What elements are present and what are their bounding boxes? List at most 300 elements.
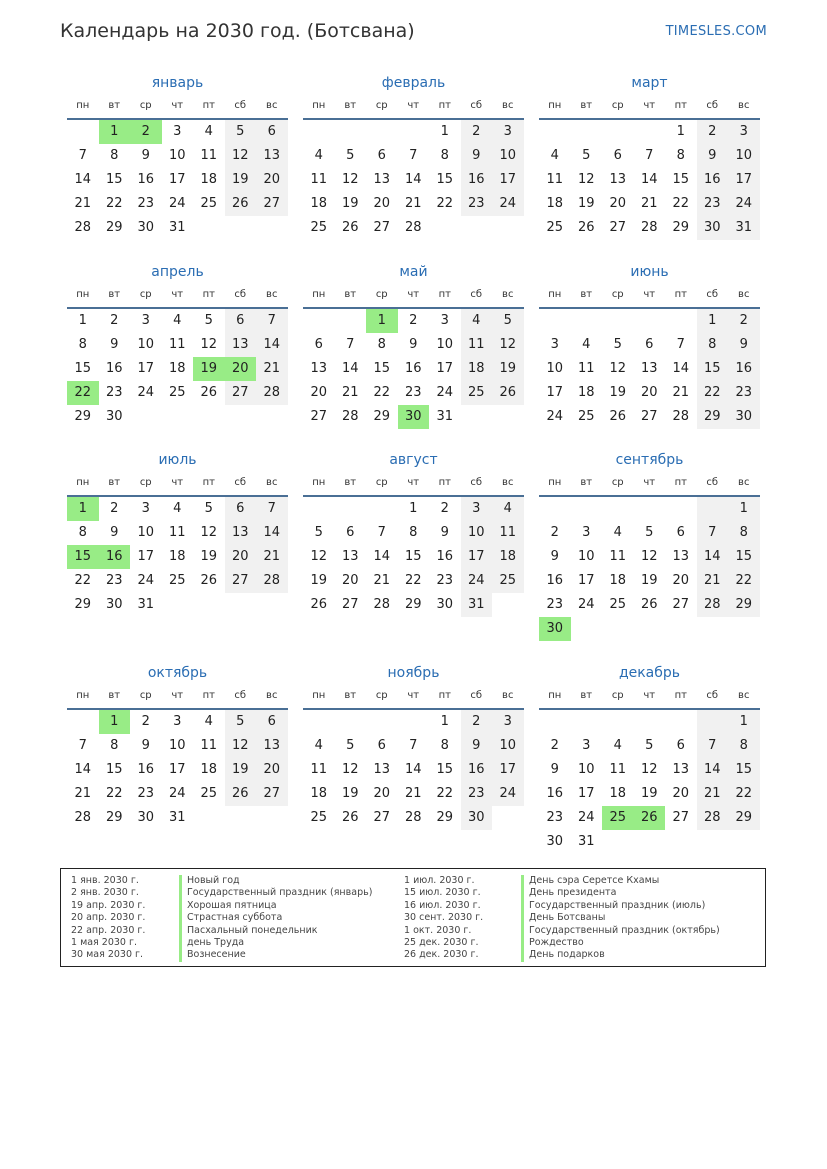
weekday-label: пн <box>548 100 562 111</box>
day-cell: 11 <box>609 762 627 777</box>
day-cell: 7 <box>377 525 386 540</box>
day-cell: 13 <box>256 144 288 168</box>
day-cell: 29 <box>728 593 760 617</box>
day-cell: 9 <box>141 738 150 753</box>
day-cell: 5 <box>645 738 654 753</box>
day-cell: 25 <box>461 381 493 405</box>
day-cell: 23 <box>404 385 422 400</box>
day-cell: 11 <box>492 521 524 545</box>
day-cell: 20 <box>225 545 257 569</box>
day-cell: 23 <box>137 196 155 211</box>
legend-holiday-name: Хорошая пятница <box>179 900 372 912</box>
day-cell: 7 <box>645 148 654 163</box>
empty-cell <box>398 120 430 144</box>
day-cell: 18 <box>168 361 186 376</box>
weekday-label: вс <box>266 289 278 300</box>
day-cell: 30 <box>105 409 123 424</box>
day-cell: 24 <box>577 810 595 825</box>
weekday-label: вс <box>738 289 750 300</box>
day-cell: 14 <box>697 758 729 782</box>
day-cell: 26 <box>492 381 524 405</box>
day-cell: 30 <box>546 834 564 849</box>
days-grid <box>67 120 288 240</box>
month-name: январь <box>151 75 204 91</box>
day-cell: 9 <box>550 762 559 777</box>
holiday-day-cell: 1 <box>99 710 131 734</box>
weekday-label: пт <box>438 477 451 488</box>
day-cell: 13 <box>256 734 288 758</box>
day-cell: 23 <box>436 573 454 588</box>
day-cell: 17 <box>461 545 493 569</box>
day-cell: 19 <box>200 549 218 564</box>
day-cell: 13 <box>225 521 257 545</box>
legend-holiday-name: Пасхальный понедельник <box>179 925 372 937</box>
day-cell: 10 <box>461 521 493 545</box>
day-cell: 4 <box>204 714 213 729</box>
days-grid <box>303 309 524 429</box>
month-name: декабрь <box>618 665 681 681</box>
day-cell: 23 <box>697 192 729 216</box>
weekday-header <box>67 471 288 495</box>
day-cell: 6 <box>256 120 288 144</box>
day-cell: 20 <box>640 385 658 400</box>
day-cell: 15 <box>404 549 422 564</box>
day-cell: 19 <box>609 385 627 400</box>
weekday-label: пт <box>202 690 215 701</box>
empty-cell <box>67 120 99 144</box>
day-cell: 9 <box>110 525 119 540</box>
weekday-header <box>303 283 524 307</box>
legend-holiday-name: День Ботсваны <box>521 912 720 924</box>
weekday-label: сб <box>234 289 247 300</box>
day-cell: 27 <box>310 409 328 424</box>
day-cell: 6 <box>314 337 323 352</box>
days-grid <box>539 120 760 240</box>
weekday-label: сб <box>706 690 719 701</box>
day-cell: 20 <box>256 168 288 192</box>
day-cell: 5 <box>225 710 257 734</box>
day-cell: 21 <box>256 545 288 569</box>
day-cell: 18 <box>546 196 564 211</box>
day-cell: 31 <box>436 409 454 424</box>
day-cell: 29 <box>697 405 729 429</box>
legend-holiday-name: Страстная суббота <box>179 912 372 924</box>
day-cell: 11 <box>200 148 218 163</box>
legend-date: 25 дек. 2030 г. <box>404 936 479 948</box>
day-cell: 6 <box>225 309 257 333</box>
day-cell: 28 <box>74 810 92 825</box>
holiday-legend <box>60 868 766 967</box>
day-cell: 5 <box>582 148 591 163</box>
day-cell: 19 <box>640 573 658 588</box>
weekday-label: чт <box>643 289 656 300</box>
day-cell: 3 <box>582 525 591 540</box>
weekday-label: ср <box>375 100 388 111</box>
day-cell: 15 <box>436 172 454 187</box>
holiday-day-cell: 30 <box>398 405 430 429</box>
day-cell: 17 <box>137 361 155 376</box>
day-cell: 24 <box>137 385 155 400</box>
weekday-header <box>67 283 288 307</box>
day-cell: 30 <box>436 597 454 612</box>
day-cell: 1 <box>676 124 685 139</box>
legend-date: 26 дек. 2030 г. <box>404 949 479 961</box>
day-cell: 4 <box>613 525 622 540</box>
day-cell: 28 <box>697 806 729 830</box>
day-cell: 9 <box>461 144 493 168</box>
legend-date: 16 июл. 2030 г. <box>404 899 481 911</box>
month-block <box>303 662 524 830</box>
days-grid <box>539 710 760 854</box>
days-grid <box>67 710 288 830</box>
day-cell: 29 <box>74 597 92 612</box>
day-cell: 26 <box>200 385 218 400</box>
day-cell: 28 <box>256 569 288 593</box>
weekday-label: пн <box>548 690 562 701</box>
weekday-label: сб <box>234 477 247 488</box>
day-cell: 27 <box>672 810 690 825</box>
day-cell: 1 <box>728 710 760 734</box>
day-cell: 25 <box>200 196 218 211</box>
empty-cell <box>665 497 697 521</box>
day-cell: 19 <box>225 168 257 192</box>
day-cell: 14 <box>404 762 422 777</box>
weekday-label: вт <box>108 477 121 488</box>
empty-cell <box>303 710 335 734</box>
day-cell: 14 <box>373 549 391 564</box>
day-cell: 30 <box>137 220 155 235</box>
day-cell: 29 <box>105 810 123 825</box>
day-cell: 10 <box>728 144 760 168</box>
day-cell: 22 <box>105 196 123 211</box>
day-cell: 11 <box>310 762 328 777</box>
weekday-label: ср <box>375 289 388 300</box>
day-cell: 14 <box>74 762 92 777</box>
weekday-label: ср <box>139 100 152 111</box>
day-cell: 19 <box>341 786 359 801</box>
weekday-label: вс <box>502 289 514 300</box>
day-cell: 18 <box>461 357 493 381</box>
day-cell: 24 <box>436 385 454 400</box>
day-cell: 28 <box>404 220 422 235</box>
month-block <box>539 449 760 641</box>
empty-cell <box>571 309 603 333</box>
day-cell: 17 <box>546 385 564 400</box>
empty-cell <box>634 710 666 734</box>
day-cell: 31 <box>137 597 155 612</box>
weekday-label: пн <box>312 289 326 300</box>
day-cell: 27 <box>256 192 288 216</box>
day-cell: 2 <box>550 525 559 540</box>
day-cell: 20 <box>672 573 690 588</box>
day-cell: 10 <box>436 337 454 352</box>
day-cell: 5 <box>204 313 213 328</box>
weekday-header <box>539 283 760 307</box>
day-cell: 22 <box>697 381 729 405</box>
weekday-header <box>303 471 524 495</box>
month-name: апрель <box>151 264 204 280</box>
day-cell: 16 <box>137 762 155 777</box>
day-cell: 4 <box>173 313 182 328</box>
weekday-header <box>67 684 288 708</box>
weekday-label: пн <box>312 477 326 488</box>
day-cell: 13 <box>373 172 391 187</box>
weekday-header <box>539 471 760 495</box>
weekday-label: вс <box>738 100 750 111</box>
day-cell: 12 <box>640 549 658 564</box>
day-cell: 8 <box>409 525 418 540</box>
weekday-label: пн <box>312 690 326 701</box>
day-cell: 5 <box>225 120 257 144</box>
day-cell: 22 <box>74 573 92 588</box>
day-cell: 27 <box>640 409 658 424</box>
month-name: август <box>389 452 438 468</box>
empty-cell <box>634 309 666 333</box>
day-cell: 9 <box>728 333 760 357</box>
day-cell: 31 <box>728 216 760 240</box>
day-cell: 25 <box>577 409 595 424</box>
day-cell: 26 <box>341 220 359 235</box>
day-cell: 12 <box>341 762 359 777</box>
weekday-label: пт <box>202 289 215 300</box>
day-cell: 9 <box>550 549 559 564</box>
empty-cell <box>602 710 634 734</box>
day-cell: 12 <box>640 762 658 777</box>
day-cell: 25 <box>609 597 627 612</box>
day-cell: 17 <box>492 168 524 192</box>
legend-left-dates <box>71 875 145 962</box>
day-cell: 28 <box>640 220 658 235</box>
day-cell: 27 <box>341 597 359 612</box>
day-cell: 25 <box>168 385 186 400</box>
day-cell: 6 <box>613 148 622 163</box>
day-cell: 8 <box>676 148 685 163</box>
day-cell: 3 <box>141 313 150 328</box>
legend-date: 22 апр. 2030 г. <box>71 924 146 936</box>
empty-cell <box>539 710 571 734</box>
day-cell: 17 <box>436 361 454 376</box>
day-cell: 26 <box>225 782 257 806</box>
day-cell: 16 <box>461 168 493 192</box>
legend-holiday-name: День сэра Серетсе Кхамы <box>521 875 720 887</box>
day-cell: 19 <box>577 196 595 211</box>
day-cell: 22 <box>105 786 123 801</box>
day-cell: 18 <box>492 545 524 569</box>
day-cell: 6 <box>676 738 685 753</box>
day-cell: 6 <box>377 738 386 753</box>
weekday-header <box>539 94 760 118</box>
legend-left-names <box>179 875 372 962</box>
legend-holiday-name: Государственный праздник (октябрь) <box>521 925 720 937</box>
weekday-label: пн <box>548 289 562 300</box>
empty-cell <box>602 497 634 521</box>
day-cell: 19 <box>640 786 658 801</box>
day-cell: 27 <box>609 220 627 235</box>
day-cell: 27 <box>225 569 257 593</box>
legend-date: 30 мая 2030 г. <box>71 949 144 961</box>
day-cell: 16 <box>546 573 564 588</box>
day-cell: 7 <box>676 337 685 352</box>
weekday-label: вт <box>108 690 121 701</box>
empty-cell <box>335 710 367 734</box>
day-cell: 21 <box>341 385 359 400</box>
weekday-label: вт <box>580 289 593 300</box>
weekday-label: пт <box>674 477 687 488</box>
weekday-label: вт <box>344 289 357 300</box>
weekday-label: сб <box>706 100 719 111</box>
weekday-header <box>67 94 288 118</box>
day-cell: 25 <box>310 220 328 235</box>
legend-right-names <box>521 875 720 962</box>
day-cell: 4 <box>550 148 559 163</box>
empty-cell <box>366 710 398 734</box>
day-cell: 12 <box>341 172 359 187</box>
legend-date: 19 апр. 2030 г. <box>71 899 146 911</box>
day-cell: 8 <box>377 337 386 352</box>
day-cell: 31 <box>168 220 186 235</box>
day-cell: 23 <box>546 597 564 612</box>
day-cell: 15 <box>105 172 123 187</box>
day-cell: 31 <box>461 593 493 617</box>
day-cell: 10 <box>168 738 186 753</box>
holiday-day-cell: 26 <box>634 806 666 830</box>
legend-date: 30 сент. 2030 г. <box>404 912 484 924</box>
day-cell: 21 <box>672 385 690 400</box>
day-cell: 16 <box>404 361 422 376</box>
day-cell: 7 <box>346 337 355 352</box>
day-cell: 15 <box>436 762 454 777</box>
empty-cell <box>398 710 430 734</box>
day-cell: 28 <box>672 409 690 424</box>
day-cell: 28 <box>74 220 92 235</box>
day-cell: 15 <box>697 357 729 381</box>
day-cell: 8 <box>697 333 729 357</box>
day-cell: 8 <box>728 734 760 758</box>
day-cell: 27 <box>672 597 690 612</box>
day-cell: 12 <box>200 337 218 352</box>
day-cell: 26 <box>310 597 328 612</box>
day-cell: 22 <box>373 385 391 400</box>
day-cell: 24 <box>168 196 186 211</box>
day-cell: 19 <box>341 196 359 211</box>
day-cell: 21 <box>697 782 729 806</box>
weekday-label: пн <box>76 100 90 111</box>
day-cell: 6 <box>225 497 257 521</box>
day-cell: 8 <box>728 521 760 545</box>
day-cell: 25 <box>546 220 564 235</box>
empty-cell <box>539 309 571 333</box>
day-cell: 20 <box>373 196 391 211</box>
day-cell: 8 <box>110 148 119 163</box>
day-cell: 15 <box>728 545 760 569</box>
empty-cell <box>665 710 697 734</box>
month-name: июнь <box>630 264 669 280</box>
holiday-day-cell: 20 <box>225 357 257 381</box>
day-cell: 28 <box>341 409 359 424</box>
day-cell: 7 <box>409 738 418 753</box>
day-cell: 16 <box>728 357 760 381</box>
day-cell: 24 <box>577 597 595 612</box>
day-cell: 2 <box>141 714 150 729</box>
day-cell: 6 <box>676 525 685 540</box>
day-cell: 24 <box>461 569 493 593</box>
day-cell: 8 <box>110 738 119 753</box>
legend-holiday-name: Рождество <box>521 937 720 949</box>
day-cell: 21 <box>640 196 658 211</box>
legend-holiday-name: Вознесение <box>179 949 372 961</box>
day-cell: 6 <box>645 337 654 352</box>
month-block <box>67 72 288 240</box>
day-cell: 21 <box>404 196 422 211</box>
month-name: май <box>399 264 428 280</box>
empty-cell <box>602 309 634 333</box>
day-cell: 28 <box>373 597 391 612</box>
day-cell: 16 <box>436 549 454 564</box>
day-cell: 14 <box>74 172 92 187</box>
weekday-label: сб <box>706 477 719 488</box>
day-cell: 12 <box>609 361 627 376</box>
day-cell: 24 <box>546 409 564 424</box>
day-cell: 2 <box>409 313 418 328</box>
empty-cell <box>539 120 571 144</box>
day-cell: 3 <box>461 497 493 521</box>
day-cell: 8 <box>440 148 449 163</box>
month-name: июль <box>158 452 197 468</box>
day-cell: 5 <box>613 337 622 352</box>
weekday-label: чт <box>171 100 184 111</box>
empty-cell <box>335 309 367 333</box>
day-cell: 3 <box>492 120 524 144</box>
day-cell: 22 <box>672 196 690 211</box>
month-name: ноябрь <box>387 665 440 681</box>
day-cell: 14 <box>404 172 422 187</box>
day-cell: 10 <box>492 734 524 758</box>
day-cell: 20 <box>609 196 627 211</box>
day-cell: 1 <box>409 501 418 516</box>
month-block <box>539 72 760 240</box>
day-cell: 26 <box>577 220 595 235</box>
holiday-day-cell: 19 <box>193 357 225 381</box>
weekday-label: сб <box>470 477 483 488</box>
legend-holiday-name: День подарков <box>521 949 720 961</box>
legend-date: 1 янв. 2030 г. <box>71 875 139 886</box>
day-cell: 27 <box>373 220 391 235</box>
day-cell: 18 <box>200 172 218 187</box>
weekday-label: чт <box>407 289 420 300</box>
day-cell: 26 <box>341 810 359 825</box>
month-block <box>539 261 760 429</box>
weekday-label: вт <box>108 100 121 111</box>
day-cell: 14 <box>697 545 729 569</box>
month-block <box>67 261 288 429</box>
day-cell: 17 <box>577 786 595 801</box>
empty-cell <box>602 120 634 144</box>
day-cell: 25 <box>310 810 328 825</box>
month-name: февраль <box>381 75 446 91</box>
day-cell: 9 <box>461 734 493 758</box>
day-cell: 25 <box>168 573 186 588</box>
day-cell: 6 <box>256 710 288 734</box>
day-cell: 2 <box>697 120 729 144</box>
brand-link[interactable]: TIMESLES.COM <box>665 24 767 39</box>
day-cell: 28 <box>697 593 729 617</box>
day-cell: 23 <box>461 782 493 806</box>
day-cell: 13 <box>609 172 627 187</box>
day-cell: 18 <box>609 573 627 588</box>
weekday-label: сб <box>234 100 247 111</box>
holiday-day-cell: 16 <box>99 545 131 569</box>
holiday-day-cell: 1 <box>366 309 398 333</box>
